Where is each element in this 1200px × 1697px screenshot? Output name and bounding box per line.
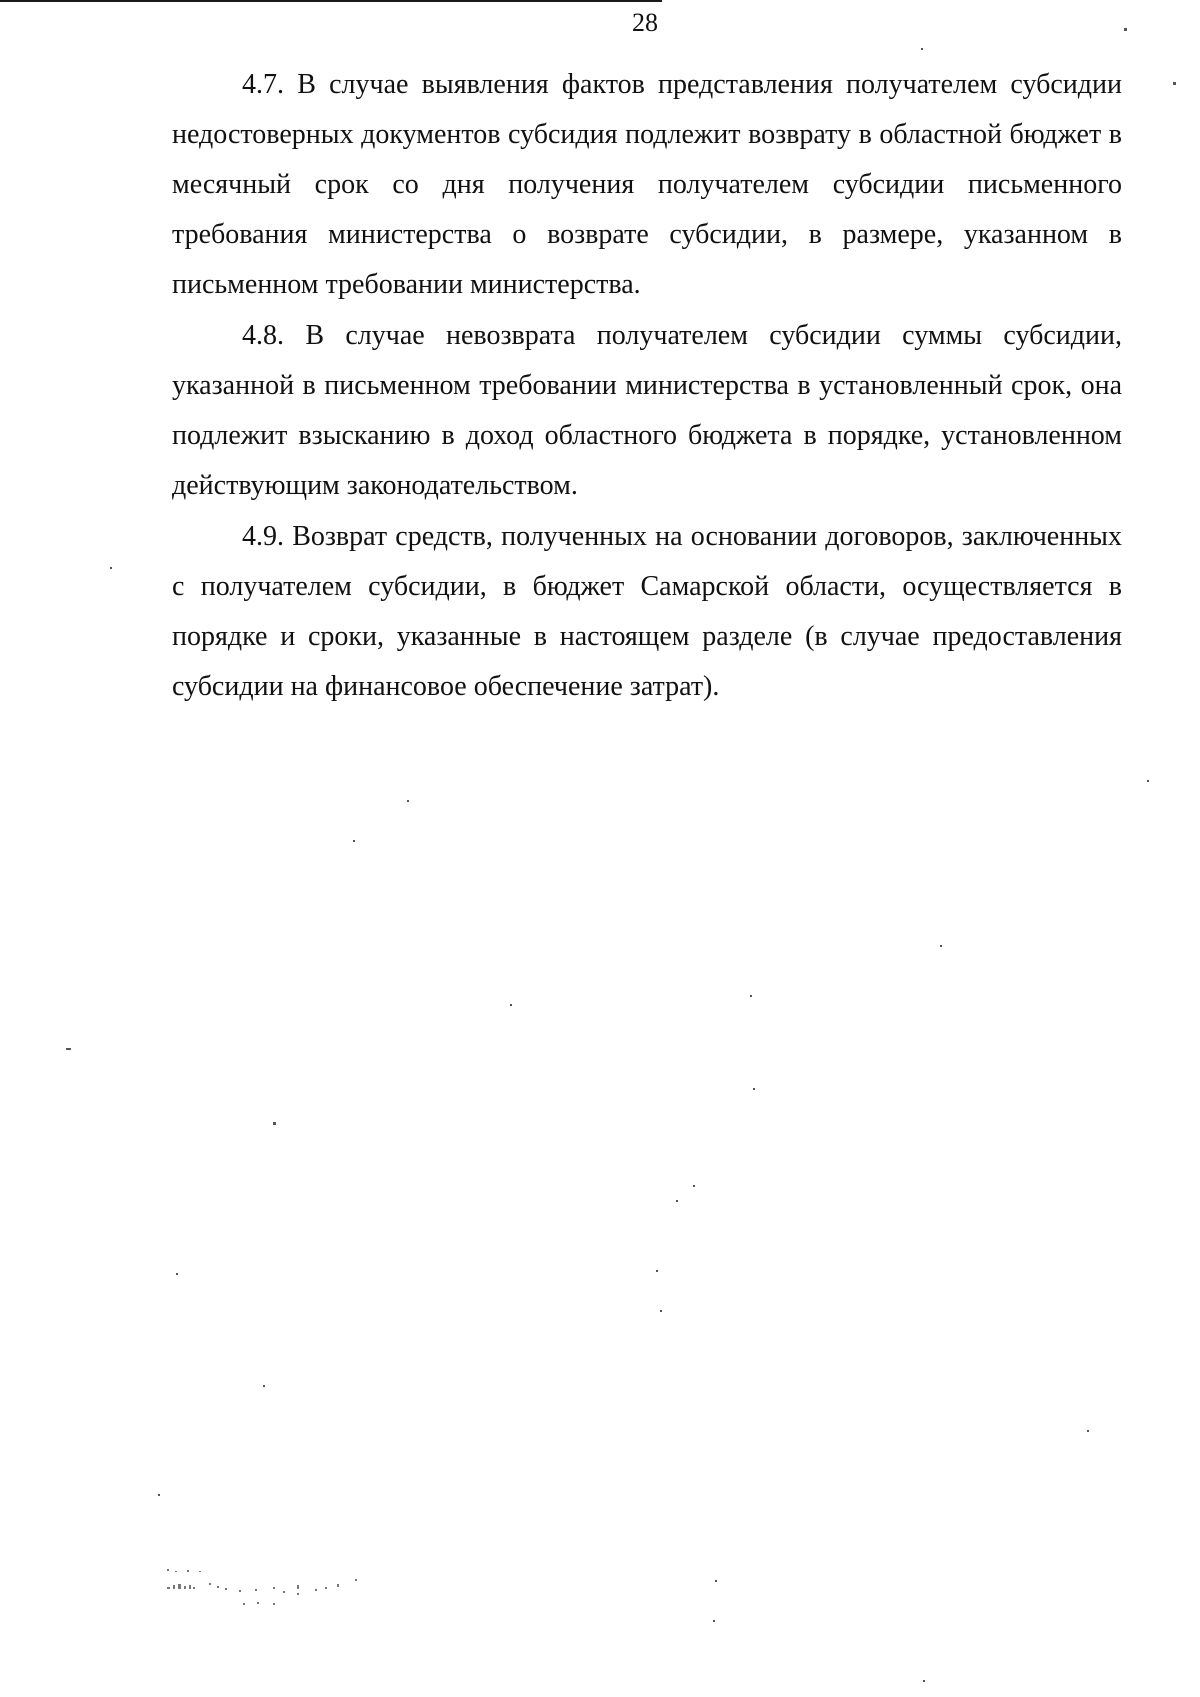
- scan-speck: [110, 567, 112, 569]
- scan-speck: [1087, 1430, 1089, 1432]
- scan-speck: [66, 1048, 71, 1050]
- document-body: [172, 60, 1122, 713]
- top-rule: [0, 0, 662, 2]
- scan-speck: [176, 1273, 178, 1275]
- scan-speck: [656, 1270, 658, 1272]
- paragraph-4-7: 4.7. В случае выявления фактов представления получателем субсидии недостоверных документов субсидия подлежит возврату в областной бюджет в месячный срок со дня получения получателем субсидии письменного требования министерства о возврате субсидии, в размере, указанном в письменном требовании министерства.: [172, 69, 1122, 300]
- scan-speck: [1124, 28, 1127, 31]
- scan-speck: [923, 1680, 925, 1682]
- scan-speck: [715, 1580, 717, 1582]
- scan-speck: [273, 1122, 276, 1125]
- scan-speck: [693, 1185, 695, 1187]
- scan-speck: [158, 1494, 160, 1496]
- paragraph-4-8: 4.8. В случае невозврата получателем субсидии суммы субсидии, указанной в письменном требовании министерства в установленный срок, она подлежит взысканию в доход областного бюджета в порядке, установленном действующим законодательством.: [172, 320, 1122, 501]
- scan-speck: [510, 1004, 512, 1006]
- scan-speck: [750, 995, 752, 997]
- scan-speck: [713, 1620, 715, 1622]
- scan-speck: [676, 1200, 678, 1202]
- scan-speck: [263, 1385, 265, 1387]
- paragraph-4-9: 4.9. Возврат средств, полученных на основании договоров, заключенных с получателем субсидии, в бюджет Самарской области, осуществляется в порядке и сроки, указанные в настоящем разделе (в случае предоставления субсидии на финансовое обеспечение затрат).: [172, 521, 1122, 702]
- scan-speck: [940, 945, 942, 947]
- scan-speck: [1147, 780, 1149, 782]
- scan-speck: [753, 1088, 755, 1090]
- page-number: 28: [632, 8, 658, 37]
- scan-speck: [1173, 82, 1176, 85]
- scan-speck: [407, 800, 409, 802]
- scan-noise-mark: [165, 1565, 435, 1615]
- scan-speck: [660, 1310, 662, 1312]
- scan-speck: [921, 48, 923, 50]
- scan-speck: [353, 840, 355, 842]
